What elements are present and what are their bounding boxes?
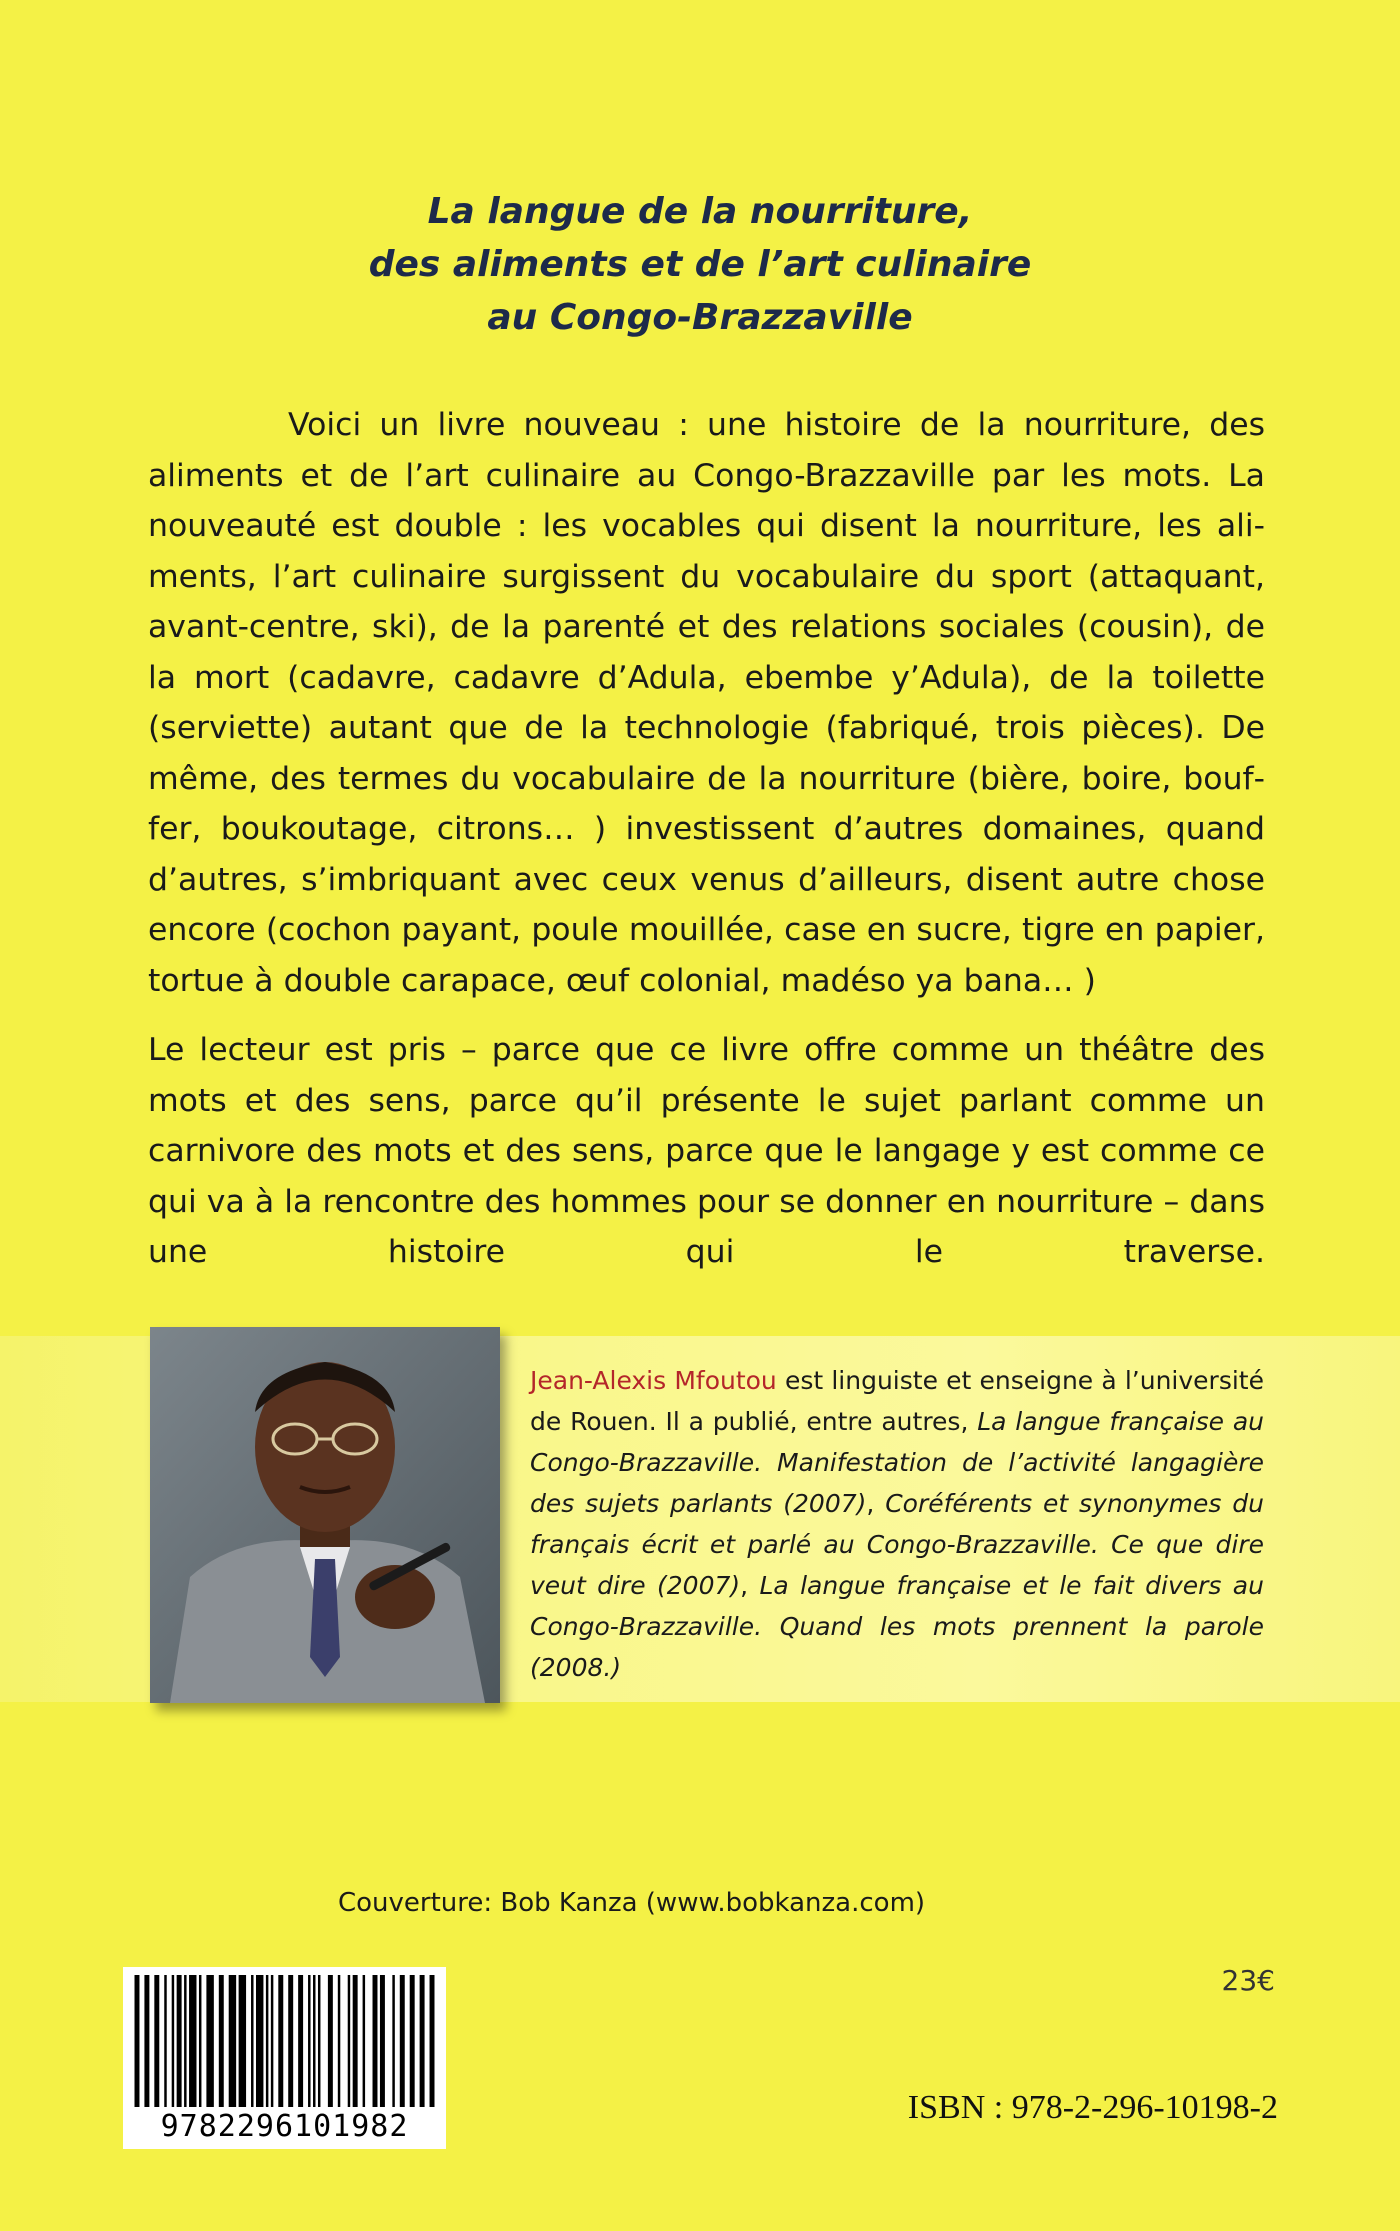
book-title xyxy=(150,185,1250,344)
price: 23€ xyxy=(1221,1964,1275,1997)
summary-paragraph-1: Voici un livre nouveau : une histoire de la nourriture, des aliments et de l’art culinaire au Congo-Brazzaville par les mots. La nouveauté est double : les vocables qui disent la nourriture, les aliments, l’art culinaire surgissent du vocabulaire du sport (attaquant, avant-centre, ski), de la parenté et des relations sociales (cousin), de la mort (cadavre, cadavre d’Adula, ebembe y’Adula), de la toilette (serviette) autant que de la technologie (fabriqué, trois pièces). De même, des termes du vocabulaire de la nourriture (bière, boire, bouffer, boukoutage, citrons… ) investissent d’autres domaines, quand d’autres, s’imbriquant avec ceux venus d’ailleurs, disent autre chose encore (cochon payant, poule mouillée, case en sucre, tigre en papier, tortue à double carapace, œuf colonial, madéso ya bana… ) xyxy=(148,407,1265,999)
barcode-bar xyxy=(338,1975,340,2107)
barcode-bar xyxy=(400,1975,405,2107)
barcode-bar xyxy=(144,1975,149,2107)
barcode-bar xyxy=(256,1975,263,2107)
title-line-3: au Congo-Brazzaville xyxy=(487,297,913,338)
barcode-bar xyxy=(229,1975,236,2107)
barcode-bar xyxy=(392,1975,394,2107)
barcode-number: 9782296101982 xyxy=(160,2109,409,2144)
author-bio-separator-1: , xyxy=(866,1489,886,1518)
barcode-bar xyxy=(373,1975,378,2107)
barcode-bar xyxy=(318,1975,320,2107)
title-line-2: des aliments et de l’art culinaire xyxy=(368,244,1032,285)
author-work-1: La langue française au Congo-Brazzaville. Manifestation de l’activité langagière des sujets parlants (2007) xyxy=(530,1407,1264,1518)
barcode-bar xyxy=(288,1975,293,2107)
barcode-bar xyxy=(298,1975,303,2107)
author-work-3: La langue française et le fait divers au Congo-Brazzaville. Quand les mots prennent la parole (2008.) xyxy=(530,1571,1264,1682)
barcode-bar xyxy=(420,1975,425,2107)
barcode-bar xyxy=(177,1975,182,2107)
barcode-bar xyxy=(410,1975,415,2107)
barcode-bar xyxy=(363,1975,365,2107)
barcode-bar xyxy=(189,1975,196,2107)
author-portrait-illustration xyxy=(150,1327,500,1703)
barcode-bar xyxy=(164,1975,166,2107)
barcode-bar xyxy=(271,1975,273,2107)
author-bio-intro: est linguiste et enseigne à l’université de Rouen. Il a publié, entre autres, xyxy=(530,1366,1264,1436)
barcode-bar xyxy=(313,1975,315,2107)
barcode xyxy=(123,1967,446,2149)
author-photo xyxy=(150,1327,500,1703)
barcode-bar xyxy=(278,1975,283,2107)
barcode-bar xyxy=(154,1975,159,2107)
barcode-bar xyxy=(348,1975,350,2107)
author-work-2: Coréférents et synonymes du français écrit et parlé au Congo-Brazzaville. Ce que dire veut dire (2007) xyxy=(530,1489,1264,1600)
cover-credit: Couverture: Bob Kanza (www.bobkanza.com) xyxy=(338,1888,926,1918)
barcode-bar xyxy=(430,1975,435,2107)
author-bio xyxy=(530,1360,1264,1688)
barcode-bar xyxy=(266,1975,268,2107)
barcode-bar xyxy=(172,1975,174,2107)
summary-paragraph-2: Le lecteur est pris – parce que ce livre offre comme un théâtre des mots et des sens, parce qu’il présente le sujet parlant comme un carnivore des mots et des sens, parce que le langage y est comme ce qui va à la rencontre des hommes pour se donner en nourriture – dans une histoire qui le traverse. xyxy=(148,1032,1265,1270)
barcode-bar xyxy=(239,1975,246,2107)
barcode-bar xyxy=(380,1975,385,2107)
barcode-bar xyxy=(206,1975,213,2107)
barcode-bar xyxy=(184,1975,186,2107)
barcode-bar xyxy=(135,1975,140,2107)
barcode-bar xyxy=(219,1975,224,2107)
isbn: ISBN : 978-2-296-10198-2 xyxy=(907,2089,1278,2126)
author-name: Jean-Alexis Mfoutou xyxy=(530,1366,777,1395)
author-bio-separator-2: , xyxy=(740,1571,760,1600)
barcode-bars xyxy=(123,1967,446,2112)
barcode-bar xyxy=(328,1975,333,2107)
barcode-bar xyxy=(199,1975,201,2107)
barcode-bar xyxy=(251,1975,253,2107)
barcode-bar xyxy=(308,1975,310,2107)
barcode-bar xyxy=(353,1975,358,2107)
title-line-1: La langue de la nourriture, xyxy=(427,191,973,232)
